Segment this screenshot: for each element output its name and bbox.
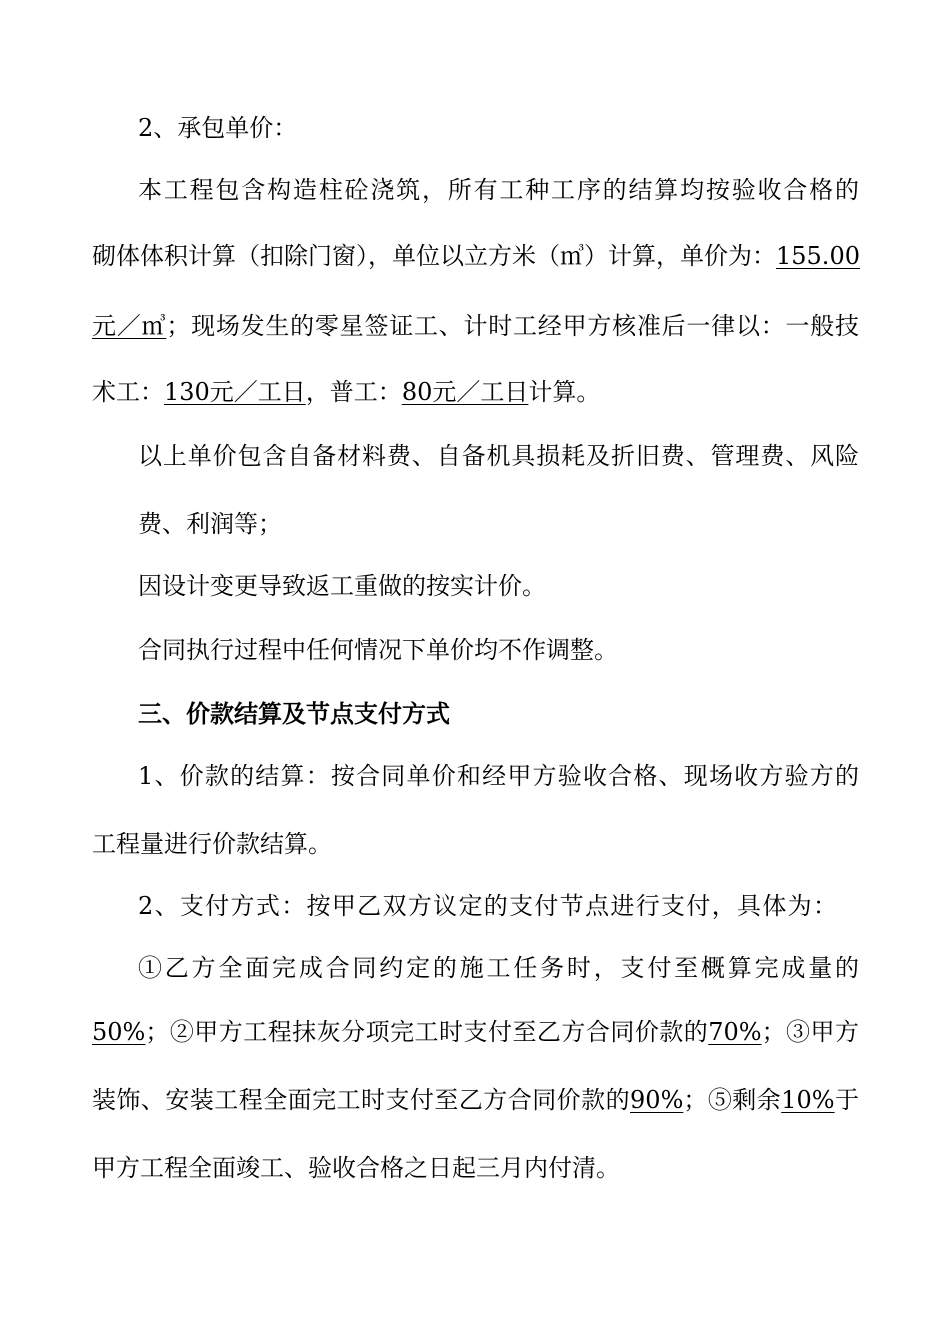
paragraph-line	[92, 311, 859, 341]
underlined-value: 50%	[92, 1018, 146, 1046]
underlined-value: 70%	[708, 1018, 762, 1046]
paragraph-line: 因设计变更导致返工重做的按实计价。	[138, 572, 546, 600]
text-run: ；现场发生的零星签证工、计时工经甲方核准后一律以：一般技	[166, 312, 860, 340]
underlined-value: 10%	[781, 1086, 835, 1114]
text-run: 于	[834, 1086, 860, 1114]
paragraph-line: 2、支付方式：按甲乙双方议定的支付节点进行支付，具体为：	[138, 892, 837, 920]
paragraph-line: 合同执行过程中任何情况下单价均不作调整。	[138, 636, 618, 664]
paragraph-line: 以上单价包含自备材料费、自备机具损耗及折旧费、管理费、风险	[138, 442, 859, 470]
paragraph-line	[92, 377, 600, 407]
text-run: 砌体体积计算（扣除门窗），单位以立方米（㎥）计算，单价为：	[92, 242, 776, 270]
underlined-value: 80元／工日	[401, 378, 529, 406]
text-run: 装饰、安装工程全面完工时支付至乙方合同价款的	[92, 1086, 631, 1114]
paragraph-line	[92, 241, 859, 271]
paragraph-line: 本工程包含构造柱砼浇筑，所有工种工序的结算均按验收合格的	[138, 176, 859, 204]
paragraph-line: 工程量进行价款结算。	[92, 830, 332, 858]
text-run: 术工：	[92, 378, 164, 406]
text-run: ；③甲方	[761, 1018, 859, 1046]
text-run: ；⑤剩余	[683, 1086, 782, 1114]
unit-price-heading: 2、承包单价：	[138, 114, 298, 142]
underlined-value: 130元／工日	[164, 378, 306, 406]
paragraph-line: 费、利润等；	[138, 510, 282, 538]
paragraph-line	[92, 1085, 859, 1115]
text-run: ；②甲方工程抹灰分项完工时支付至乙方合同价款的	[145, 1018, 709, 1046]
paragraph-line: 甲方工程全面竣工、验收合格之日起三月内付清。	[92, 1154, 620, 1182]
text-run: ，普工：	[305, 378, 402, 406]
paragraph-line: 1、价款的结算：按合同单价和经甲方验收合格、现场收方验方的	[138, 762, 859, 790]
text-run: 计算。	[528, 378, 601, 406]
section-heading: 三、价款结算及节点支付方式	[138, 699, 450, 728]
paragraph-line: ①乙方全面完成合同约定的施工任务时，支付至概算完成量的	[138, 954, 859, 982]
paragraph-line	[92, 1017, 859, 1047]
underlined-value: 90%	[630, 1086, 684, 1114]
underlined-value: 155.00	[776, 242, 860, 270]
underlined-value: 元／㎥	[92, 312, 167, 340]
